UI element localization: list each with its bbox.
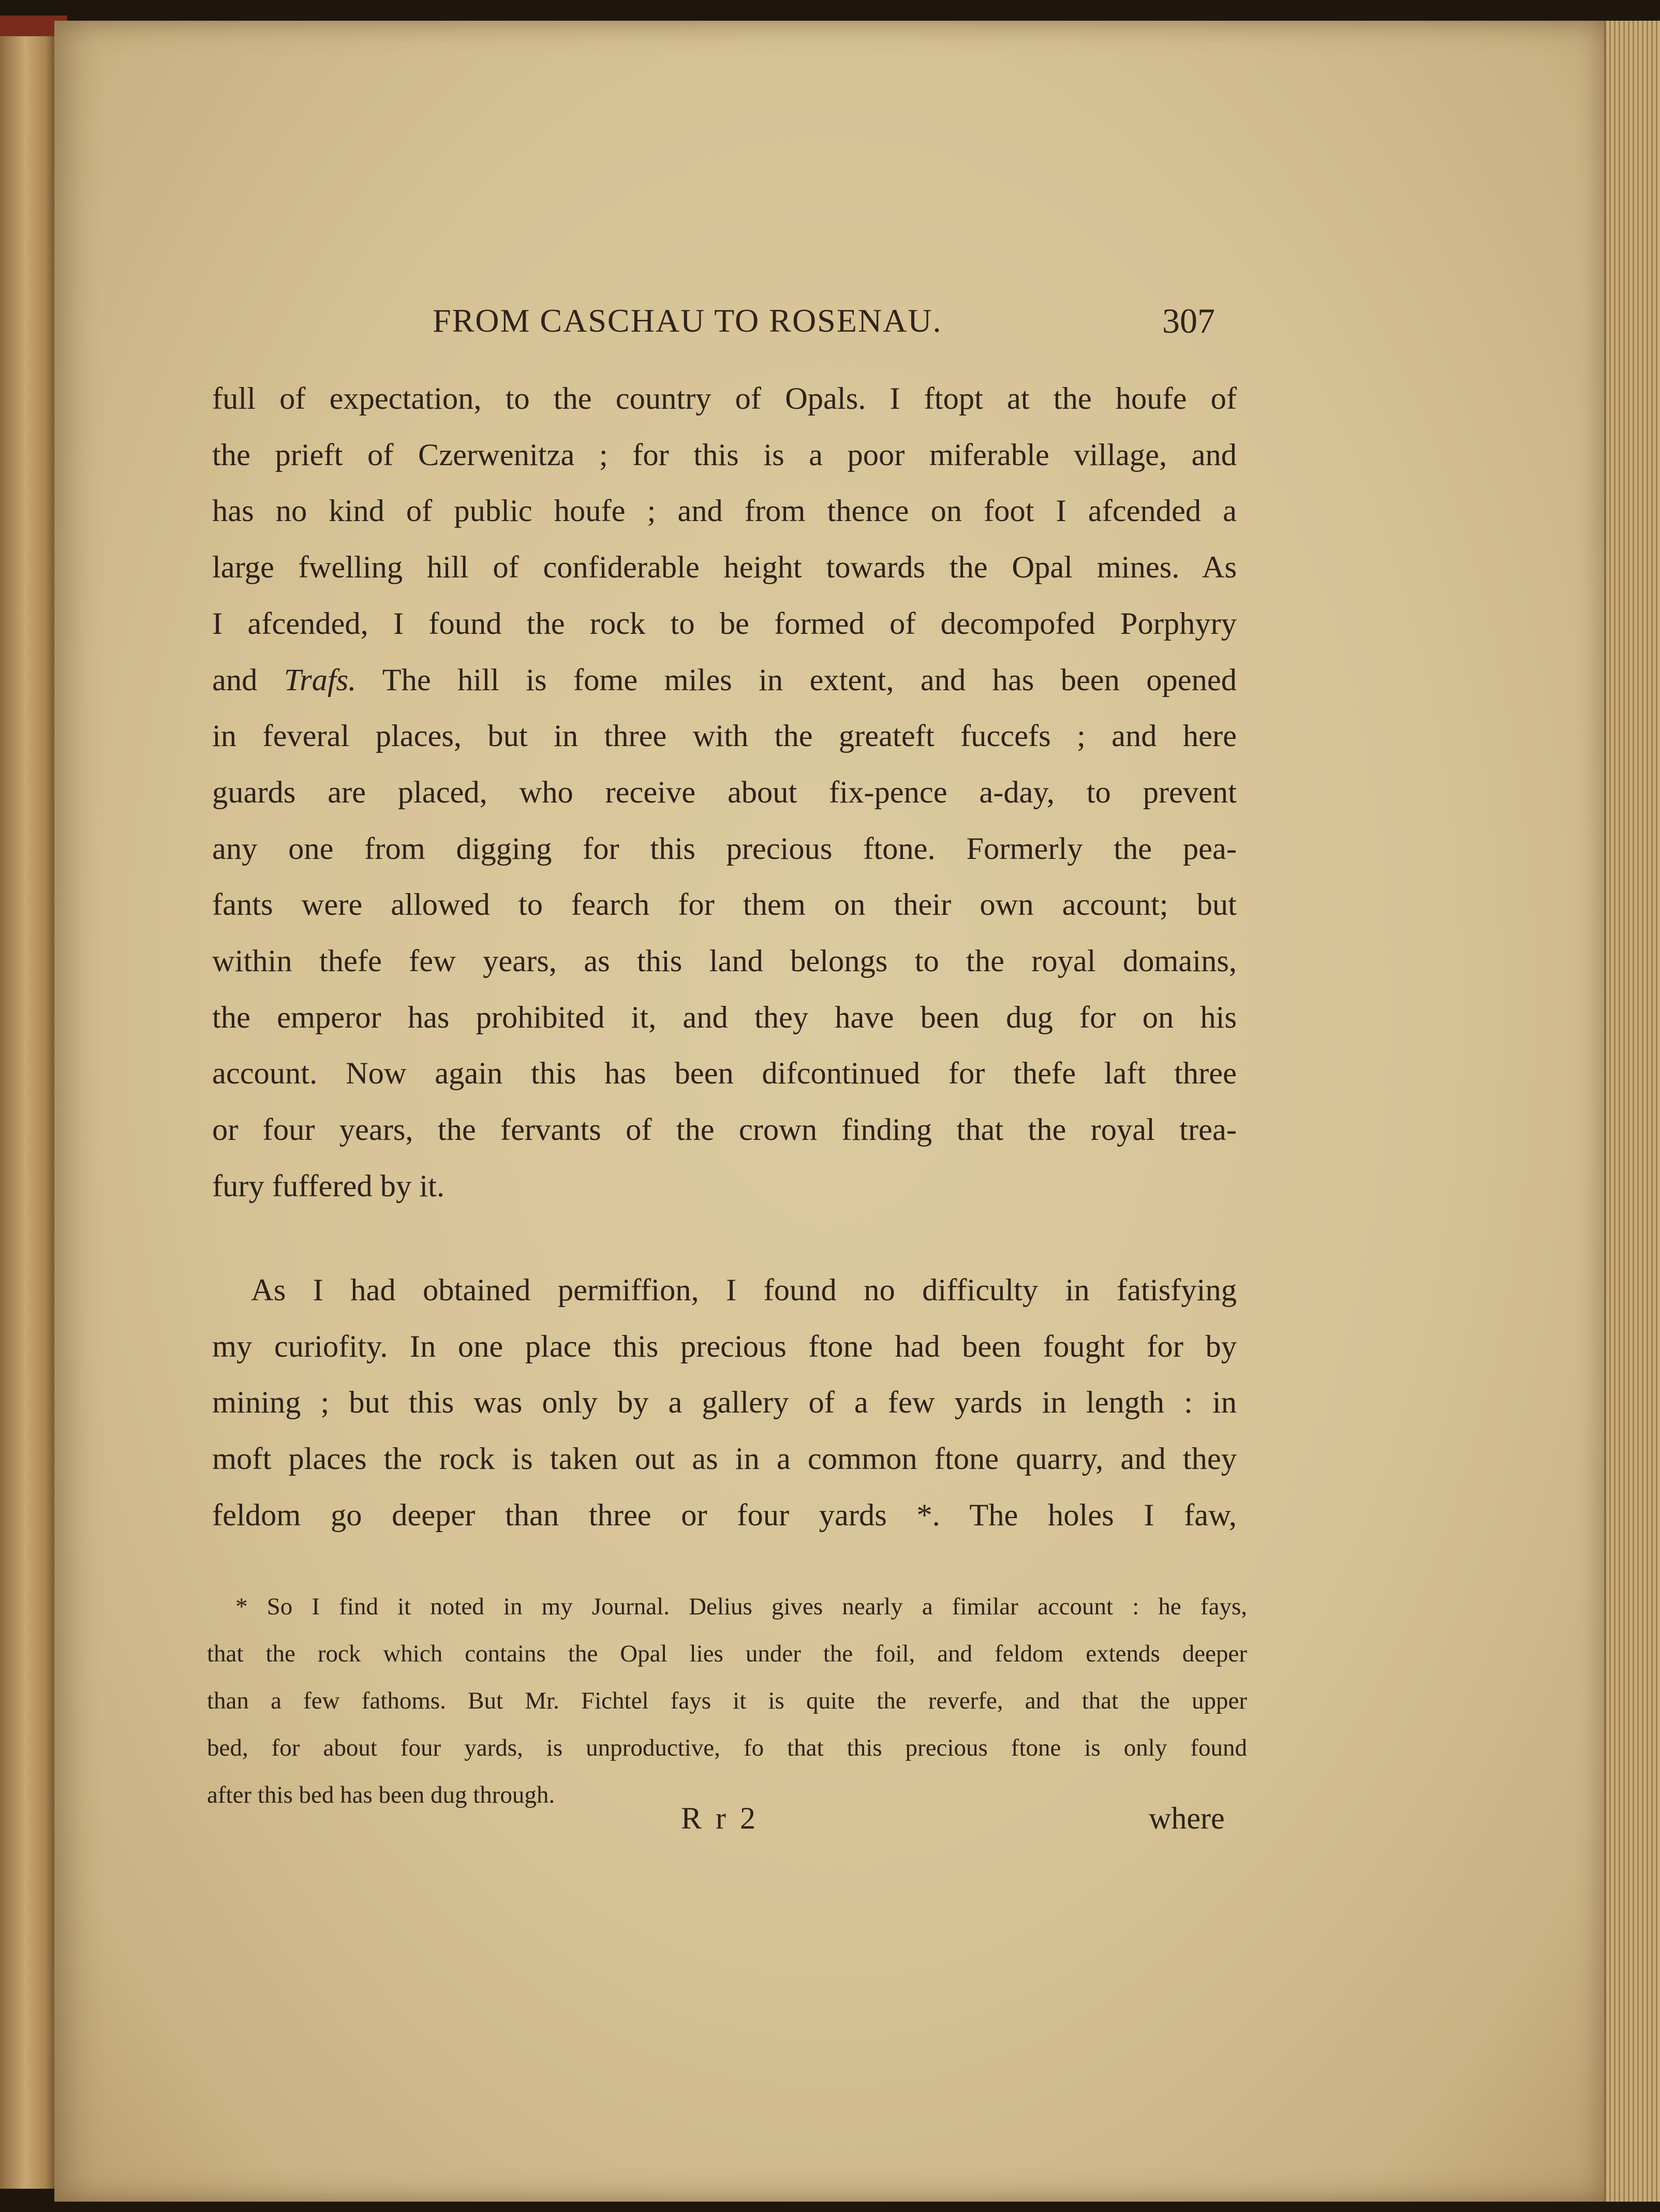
footnote (207, 1583, 1247, 1819)
text-line: moft places the rock is taken out as in a common ftone quarry, and they (212, 1442, 1237, 1477)
text-line: fants were allowed to fearch for them on their own account; but (212, 887, 1237, 923)
text-line: fury fuffered by it. (212, 1168, 445, 1204)
text-line: any one from digging for this precious ftone. Formerly the pea- (212, 831, 1237, 866)
italic-term: Trafs. (284, 662, 357, 697)
text-line: has no kind of public houfe ; and from thence on foot I afcended a (212, 494, 1237, 529)
footnote-line: that the rock which contains the Opal lies under the foil, and feldom extends deeper (207, 1640, 1247, 1667)
footnote-line: after this bed has been dug through. (207, 1782, 555, 1808)
text-line: or four years, the fervants of the crown finding that the royal trea- (212, 1112, 1237, 1148)
footnote-line: than a few fathoms. But Mr. Fichtel fays it is quite the reverfe, and that the upper (207, 1687, 1247, 1714)
text-line: full of expectation, to the country of Opals. I ftopt at the houfe of (212, 381, 1237, 416)
catchword: where (1149, 1801, 1225, 1835)
text-line: the emperor has prohibited it, and they have been dug for on his (212, 1000, 1237, 1035)
text-line: large fwelling hill of confiderable height towards the Opal mines. As (212, 550, 1237, 585)
text-line: the prieft of Czerwenitza ; for this is a poor miferable village, and (212, 437, 1237, 472)
text-line: within thefe few years, as this land belongs to the royal domains, (212, 944, 1237, 979)
text-fragment: The hill is fome miles in extent, and has been opened (382, 662, 1237, 697)
text-line: my curiofity. In one place this precious ftone had been fought for by (212, 1329, 1237, 1364)
text-line: guards are placed, who receive about fix-pence a-day, to prevent (212, 775, 1237, 810)
text-fragment: and (212, 662, 258, 697)
footnote-line: bed, for about four yards, is unproductive, fo that this precious ftone is only found (207, 1734, 1247, 1761)
text-line: account. Now again this has been difcontinued for thefe laft three (212, 1056, 1237, 1091)
text-line-with-italic (212, 652, 1237, 709)
text-line: in feveral places, but in three with the greateft fuccefs ; and here (212, 719, 1237, 754)
text-line: mining ; but this was only by a gallery of a few yards in length : in (212, 1385, 1237, 1420)
running-head (0, 298, 1660, 354)
page-number: 307 (1162, 301, 1215, 340)
text-line: feldom go deeper than three or four yards *. The holes I faw, (212, 1497, 1237, 1533)
signature-mark: R r 2 (681, 1801, 759, 1835)
paragraph-2 (212, 1263, 1237, 1544)
paragraph-1 (212, 371, 1237, 1215)
text-line: I afcended, I found the rock to be formed of decompofed Porphyry (212, 606, 1237, 641)
running-head-title: FROM CASCHAU TO ROSENAU. (433, 302, 942, 339)
footnote-line: * So I find it noted in my Journal. Delius gives nearly a fimilar account : he fays, (235, 1593, 1247, 1620)
text-line: As I had obtained permiffion, I found no difficulty in fatisfying (251, 1273, 1237, 1308)
